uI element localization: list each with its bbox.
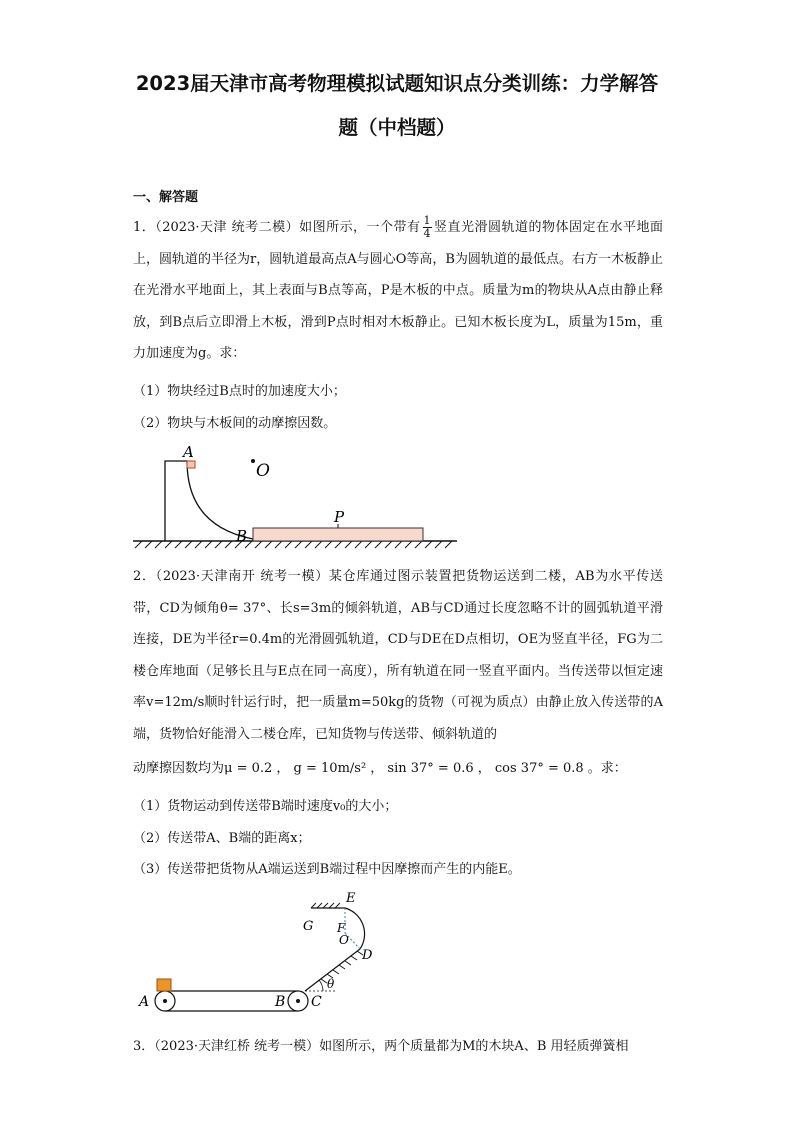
title-line-1: 2023届天津市高考物理模拟试题知识点分类训练：力学解答 bbox=[135, 72, 659, 95]
label-a2: A bbox=[139, 994, 150, 1010]
label-o: O bbox=[256, 461, 270, 481]
q2-subquestion-2: （2）传送带A、B端的距离x； bbox=[133, 831, 311, 846]
cargo-block bbox=[157, 979, 171, 991]
figure-1 bbox=[125, 440, 465, 555]
label-g: G bbox=[303, 919, 314, 934]
label-f: F bbox=[337, 921, 346, 935]
fraction-quarter bbox=[423, 215, 432, 240]
fraction-numerator: 1 bbox=[423, 214, 431, 227]
q2-subquestion-1: （1）货物运动到传送带B端时速度v₀的大小； bbox=[133, 799, 398, 814]
label-p: P bbox=[334, 508, 345, 526]
label-e: E bbox=[346, 891, 356, 906]
page-title bbox=[80, 62, 714, 150]
label-d: D bbox=[362, 948, 373, 963]
label-c: C bbox=[311, 994, 322, 1010]
wooden-plank bbox=[253, 528, 423, 541]
block-at-a bbox=[187, 461, 195, 468]
q2-subquestion-3: （3）传送带把货物从A端运送到B端过程中因摩擦而产生的内能E。 bbox=[133, 862, 521, 877]
question-1-text bbox=[133, 212, 663, 370]
figure-2 bbox=[135, 888, 395, 1018]
q1-text-a: 1．（2023·天津 统考二模）如图所示，一个带有 bbox=[133, 220, 421, 235]
theta-arc bbox=[319, 980, 323, 991]
title-line-2: 题（中档题） bbox=[338, 116, 456, 139]
floor-hatch bbox=[311, 903, 340, 908]
q1-text-b: 竖直光滑圆轨道的物体固定在水平地面上，圆轨道的半径为r，圆轨道最高点A与圆心O等高，B为圆轨道的最低点。右方一木板静止在光滑水平地面上，其上表面与B点等高，P是木板的中点。质量为m的物块从A点由静止释放，到B点后立即滑上木板，滑到P点时相对木板静止。已知木板长度为L，质量为15m，重力加速度为g。求： bbox=[133, 220, 663, 361]
q1-subquestion-2: （2）物块与木板间的动摩擦因数。 bbox=[133, 416, 337, 431]
label-b: B bbox=[236, 527, 248, 545]
question-3-text: 3．（2023·天津红桥 统考一模）如图所示，两个质量都为M的木块A、B 用轻质弹簧相 bbox=[133, 1039, 629, 1054]
label-o2: O bbox=[339, 933, 349, 947]
center-o-dot bbox=[251, 459, 255, 463]
ground-hatch bbox=[135, 541, 452, 548]
section-heading: 一、解答题 bbox=[133, 190, 199, 205]
question-2-text: 2．（2023·天津南开 统考一模）某仓库通过图示装置把货物运送到二楼，AB为水平传送带，CD为倾角θ= 37°、长s=3m的倾斜轨道，AB与CD通过长度忽略不计的圆弧轨道平滑连接，DE为半径r=0.4m的光滑圆弧轨道，CD与DE在D点相切，OE为竖直半径，FG为二楼仓库地面（足够长且与E点在同一高度），所有轨道在同一竖直平面内。当传送带以恒定速率v=12m/s顺时针运行时，把一质量m=50kg的货物（可视为质点）由静止放入传送带的A端，货物恰好能滑入二楼仓库，已知货物与传送带、倾斜轨道的 bbox=[133, 569, 663, 742]
label-a: A bbox=[183, 443, 194, 461]
q2-constants-line: 动摩擦因数均为μ = 0.2 ， g = 10m/s² ， sin 37° = 0.6 ， cos 37° = 0.8 。求： bbox=[133, 761, 627, 776]
fraction-denominator: 4 bbox=[423, 227, 431, 240]
label-theta: θ bbox=[327, 977, 335, 991]
label-b2: B bbox=[275, 994, 286, 1010]
q1-subquestion-1: （1）物块经过B点时的加速度大小； bbox=[133, 384, 346, 399]
